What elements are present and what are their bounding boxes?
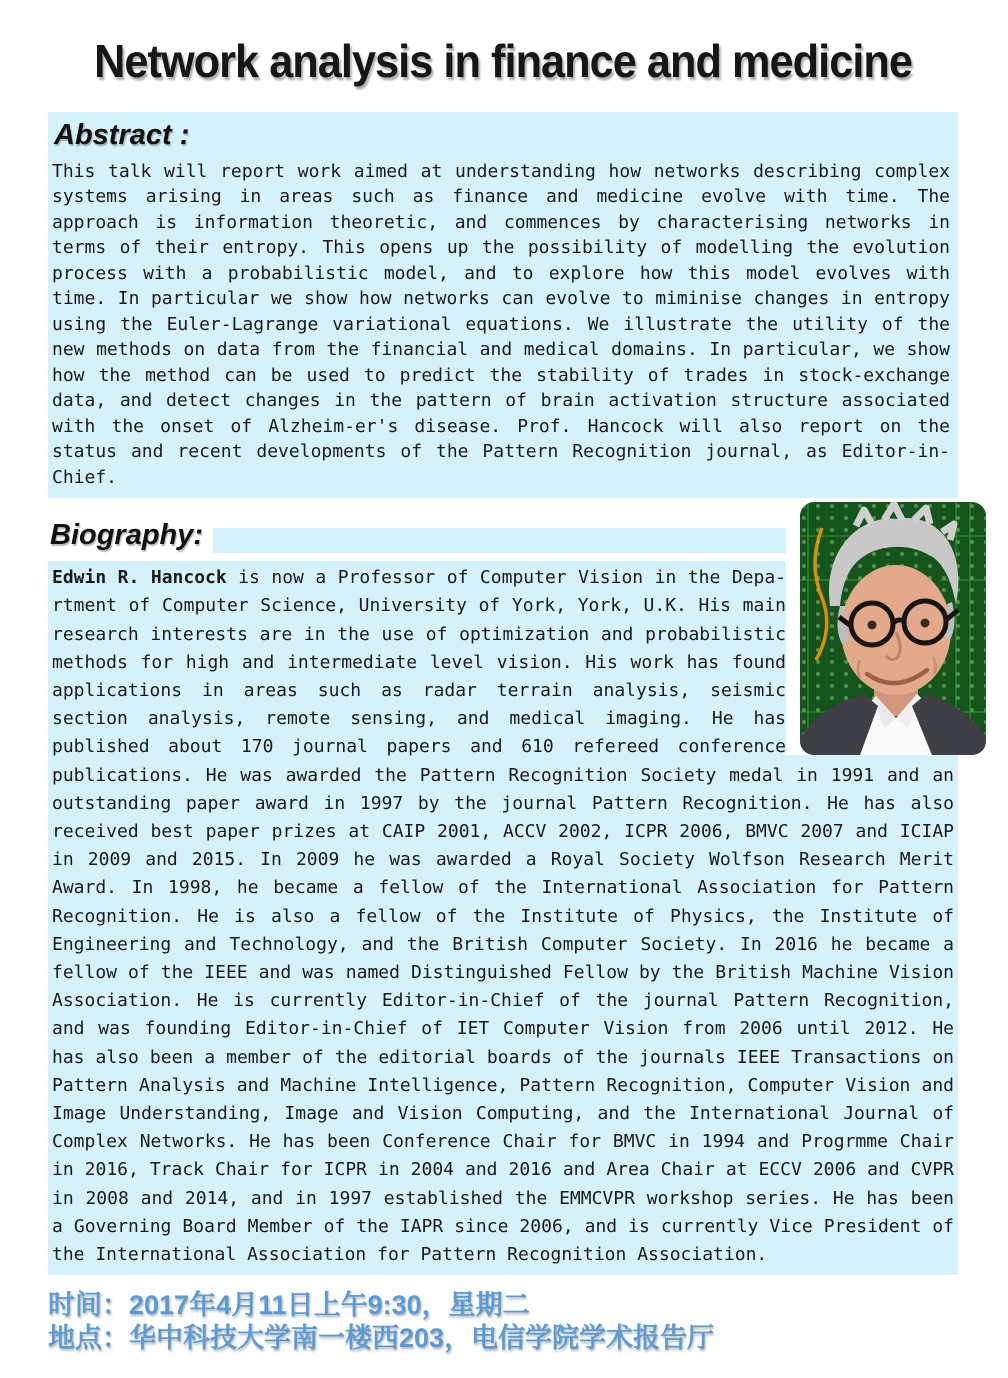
page-title-text: Network analysis in finance and medicine — [94, 35, 912, 87]
abstract-heading: Abstract : — [54, 119, 190, 151]
schedule-location: 地点：华中科技大学南一楼西203，电信学院学术报告厅 — [48, 1323, 715, 1354]
speaker-photo-illustration — [800, 502, 986, 755]
speaker-name: Edwin R. Hancock — [52, 567, 227, 589]
abstract-text: This talk will report work aimed at understanding how networks describing complex systems arising in areas such as finance and medicine evolve with time. The approach is information theoretic, and commences by characterising networks in terms of their entropy. This opens up the possibility of modelling the evolution process with a probabilistic model, and to explore how this model evolves with time. In particular we show how networks can evolve to miminise changes in entropy using the Euler-Lagrange variational equations. We illustrate the utility of the new methods on data from the financial and medical domains. In particular, we show how the method can be used to predict the stability of trades in stock-exchange data, and detect changes in the pattern of brain activation structure associated with the onset of Alzheim-er's disease. Prof. Hancock will also report on the status and recent developments of the Pattern Recognition journal, as Editor-in-Chief. — [52, 160, 950, 488]
poster-page — [0, 34, 1008, 1355]
schedule-time: 时间：2017年4月11日上午9:30，星期二 — [48, 1290, 530, 1321]
biography-text-body: is now a Professor of Computer Vision in the Depa-rtment of Computer Science, University of York, York, U.K. His main research interests are in the use of optimization and probabilistic methods for high and intermediate level vision. His work has found applications in areas such as radar terrain analysis, seismic section analysis, remote sensing, and medical imaging. He has published about 170 journal papers and 610 refereed conference publications. He was awarded the Pattern Recognition Society medal in 1991 and an outstanding paper award in 1997 by the journal Pattern Recognition. He has also received best paper prizes at CAIP 2001, ACCV 2002, ICPR 2006, BMVC 2007 and ICIAP in 2009 and 2015. In 2009 he was awarded a Royal Society Wolfson Research Merit Award. In 1998, he became a fellow of the International Association for Pattern Recognition. He is also a fellow of the Institute of Physics, the Institute of Engineering and Technology, and the British Computer Society. In 2016 he became a fellow of the IEEE and was named Distinguished Fellow by the British Machine Vision Association. He is currently Editor-in-Chief of the journal Pattern Recognition, and was founding Editor-in-Chief of IET Computer Vision from 2006 until 2012. He has also been a member of the editorial boards of the journals IEEE Transactions on Pattern Analysis and Machine Intelligence, Pattern Recognition, Computer Vision and Image Understanding, Image and Vision Computing, and the International Journal of Complex Networks. He has been Conference Chair for BMVC in 1994 and Progrmme Chair in 2016, Track Chair for ICPR in 2004 and 2016 and Area Chair at ECCV 2006 and CVPR in 2008 and 2014, and in 1997 established the EMMCVPR workshop series. He has been a Governing Board Member of the IAPR since 2006, and is currently Vice President of the International Association for Pattern Recognition Association. — [52, 567, 954, 1265]
abstract-section — [48, 112, 958, 498]
biography-section — [48, 516, 958, 1275]
biography-heading — [48, 516, 786, 557]
heading-highlight-strip — [213, 528, 786, 553]
schedule-block — [48, 1289, 958, 1355]
page-title — [48, 34, 958, 88]
speaker-photo — [786, 502, 986, 755]
biography-heading-text: Biography: — [50, 519, 204, 552]
